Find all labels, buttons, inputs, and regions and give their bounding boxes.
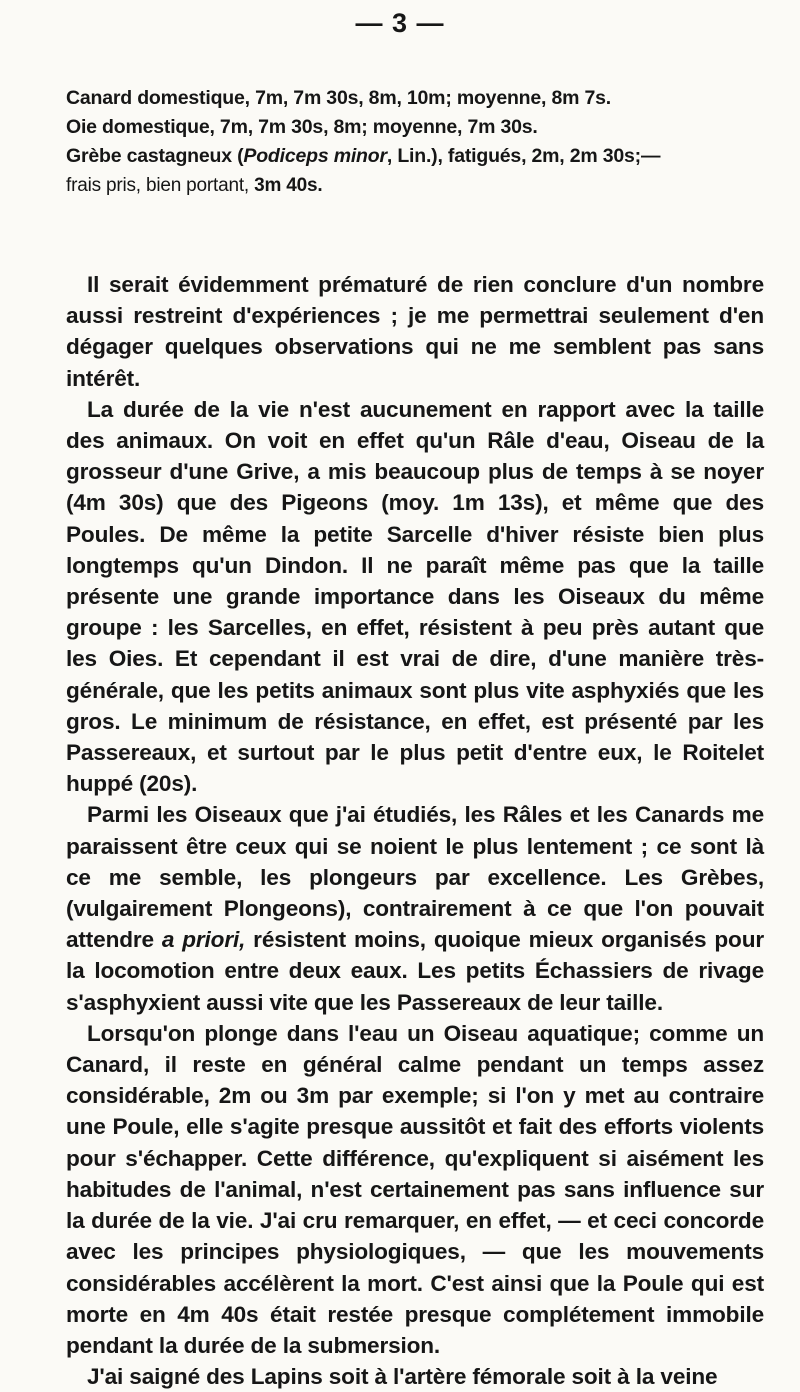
paragraph <box>66 799 764 1017</box>
paragraph: Il serait évidemment prématuré de rien conclure d'un nombre aussi restreint d'expériences ; je me permettrai seulement d'en dégager quelques observations qui ne me semblent pas sans intérêt. <box>66 272 764 391</box>
body-text <box>66 269 764 1392</box>
time-values: 7m, 7m 30s, 8m; moyenne, 7m 30s. <box>219 116 538 138</box>
latin-name: Podiceps minor <box>243 145 387 167</box>
paragraph-text: Parmi les Oiseaux que j'ai étudiés, les Râles et les Canards me paraissent être ceux qui se noient le plus lentement ; ce sont là ce me semble, les plongeurs par excellence. Les Grèbes, (vulgairement Plongeons), contrairement à ce que l'on pouvait attendre <box>66 802 764 953</box>
fatigued-values: 2m, 2m 30s; <box>531 145 641 167</box>
measurement-list <box>66 84 756 200</box>
time-values: 7m, 7m 30s, 8m, 10m; moyenne, 8m 7s. <box>255 87 611 109</box>
fatigued-label: fatigués <box>447 145 522 167</box>
page-number: — 3 — <box>355 8 445 38</box>
measurement-duck: Canard domestique, 7m, 7m 30s, 8m, 10m; moyenne, 8m 7s. <box>66 87 611 109</box>
authority: Lin. <box>397 145 432 167</box>
paragraph: Lorsqu'on plonge dans l'eau un Oiseau aquatique; comme un Canard, il reste en général calme pendant un temps assez considérable, 2m ou 3m par exemple; si l'on y met au contraire une Poule, elle s'agite presque aussitôt et fait des efforts violents pour s'échapper. Cette différence, qu'expliquent si aisément les habitudes de l'animal, n'est certainement pas sans influence sur la durée de la vie. J'ai cru remarquer, en effet, — et ceci concorde avec les principes physiologiques, — que les mouvements considérables accélèrent la mort. C'est ainsi que la Poule qui est morte en 4m 40s était restée presque complétement immobile pendant la durée de la submersion. <box>66 1020 764 1358</box>
measurement-grebe: Grèbe castagneux (Podiceps minor, Lin.), fatigués, 2m, 2m 30s;— <box>66 145 661 167</box>
fresh-label: frais pris, bien portant, <box>66 175 249 196</box>
paragraph: J'ai saigné des Lapins soit à l'artère fémorale soit à la veine <box>87 1364 718 1390</box>
species-name: Grèbe castagneux <box>66 145 232 167</box>
paragraph: La durée de la vie n'est aucunement en rapport avec la taille des animaux. On voit en effet qu'un Râle d'eau, Oiseau de la grosseur d'une Grive, a mis beaucoup plus de temps à se noyer (4m 30s) que des Pigeons (moy. 1m 13s), et même que des Poules. De même la petite Sarcelle d'hiver résiste bien plus longtemps qu'un Dindon. Il ne paraît même pas que la taille présente une grande importance dans les Oiseaux du même groupe : les Sarcelles, en effet, résistent à peu près autant que les Oies. Et cependant il est vrai de dire, d'une manière très-générale, que les petits animaux sont plus vite asphyxiés que les gros. Le minimum de résistance, en effet, est présenté par les Passereaux, et surtout par le plus petit d'entre eux, le Roitelet huppé (20s). <box>66 396 764 797</box>
measurement-grebe-fresh <box>66 171 756 200</box>
species-name: Oie domestique <box>66 116 210 138</box>
paragraph-text: résistent moins, quoique mieux organisés pour la locomotion entre deux eaux. Les petits Échassiers de rivage s'asphyxient aussi vite que les Passereaux de leur taille. <box>66 927 764 1015</box>
emphasis-a-priori: a priori, <box>161 927 246 953</box>
species-name: Canard domestique <box>66 87 245 109</box>
fresh-value: 3m 40s. <box>254 175 323 196</box>
measurement-goose: Oie domestique, 7m, 7m 30s, 8m; moyenne, 7m 30s. <box>66 116 538 138</box>
